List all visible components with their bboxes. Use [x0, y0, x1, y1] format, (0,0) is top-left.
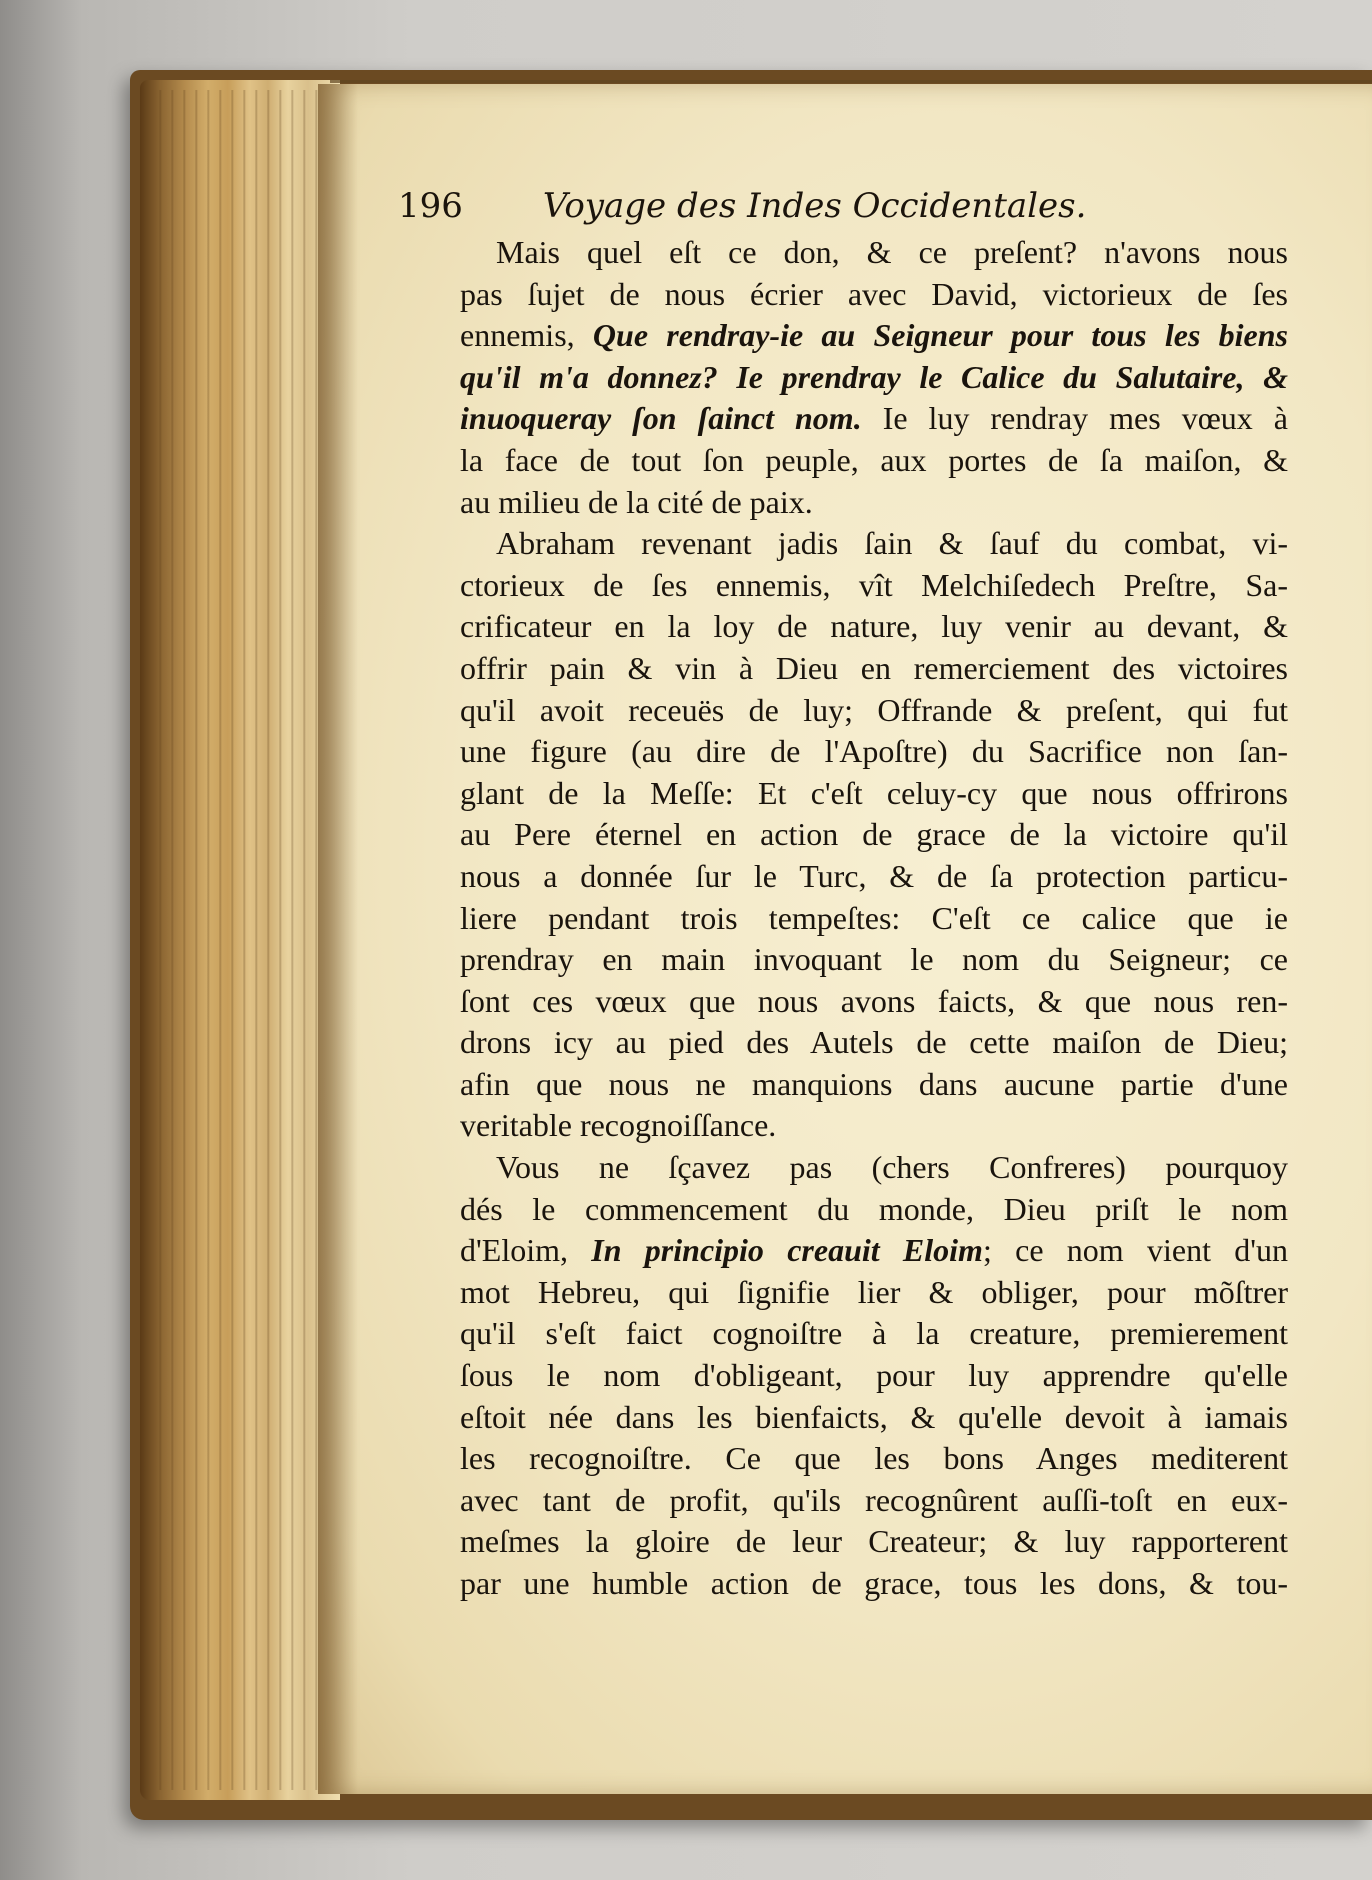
- line-text: Abraham revenant jadis ſain & ſauf du combat, vi-: [496, 525, 1288, 562]
- line-text: qu'il avoit receuës de luy; Offrande & preſent, qui fut: [460, 691, 1288, 728]
- line-text: prendray en main invoquant le nom du Seigneur; ce: [460, 941, 1288, 978]
- text-line: [460, 1189, 1288, 1231]
- text-line: [460, 1355, 1288, 1397]
- line-text: glant de la Meſſe: Et c'eſt celuy-cy que nous offrirons: [460, 774, 1288, 811]
- text-line: [460, 274, 1288, 316]
- line-text: meſmes la gloire de leur Createur; & luy rapporterent: [460, 1523, 1288, 1560]
- text-line: [460, 440, 1288, 482]
- line-text: au milieu de la cité de paix.: [460, 483, 813, 520]
- text-line: [460, 1022, 1288, 1064]
- line-text: ſous le nom d'obligeant, pour luy apprendre qu'elle: [460, 1357, 1288, 1394]
- line-text: offrir pain & vin à Dieu en remerciement des victoires: [460, 649, 1288, 686]
- line-text: eſtoit née dans les bienfaicts, & qu'elle devoit à iamais: [460, 1398, 1288, 1435]
- line-text: ; ce nom vient d'un: [982, 1232, 1288, 1269]
- text-line: [460, 1480, 1288, 1522]
- line-text: nous a donnée ſur le Turc, & de ſa protection particu-: [460, 857, 1288, 894]
- text-line: [460, 232, 1288, 274]
- text-line: [460, 315, 1288, 357]
- line-text: par une humble action de grace, tous les dons, & tou-: [460, 1565, 1288, 1601]
- italic-quote: In principio creauit Eloim: [591, 1232, 983, 1269]
- line-text: ctorieux de ſes ennemis, vît Melchiſedech Preſtre, Sa-: [460, 566, 1288, 603]
- line-text: dés le commencement du monde, Dieu priſt le nom: [460, 1190, 1288, 1227]
- text-line: [460, 1438, 1288, 1480]
- line-text: ennemis,: [460, 317, 593, 354]
- text-line: [460, 606, 1288, 648]
- line-text: avec tant de profit, qu'ils recognûrent auſſi-toſt en eux-: [460, 1481, 1288, 1518]
- line-text: Mais quel eſt ce don, & ce preſent? n'avons nous: [496, 234, 1288, 270]
- text-line: [460, 1313, 1288, 1355]
- italic-quote: Que rendray-ie au Seigneur pour tous les biens: [592, 317, 1289, 354]
- line-text: veritable recognoiſſance.: [460, 1107, 777, 1144]
- line-text: qu'il s'eſt faict cognoiſtre à la creature, premierement: [460, 1315, 1288, 1352]
- line-text: les recognoiſtre. Ce que les bons Anges mediterent: [460, 1440, 1288, 1477]
- line-text: la face de tout ſon peuple, aux portes de ſa maiſon, &: [460, 441, 1288, 478]
- text-line: [460, 1521, 1288, 1563]
- running-title: Voyage des Indes Occidentales.: [542, 186, 1087, 226]
- text-line: [460, 398, 1288, 440]
- text-line: [460, 648, 1288, 690]
- text-line: [460, 1064, 1288, 1106]
- text-line: [460, 731, 1288, 773]
- line-text: Vous ne ſçavez pas (chers Confreres) pourquoy: [496, 1149, 1288, 1186]
- body-text: [460, 232, 1288, 1605]
- text-line: [460, 357, 1288, 399]
- text-line: [460, 690, 1288, 732]
- page-number: 196: [398, 186, 463, 226]
- line-text: crificateur en la loy de nature, luy venir au devant, &: [460, 608, 1288, 645]
- italic-quote: qu'il m'a donnez? Ie prendray le Calice du Salutaire, &: [460, 358, 1288, 395]
- gutter-shadow: [318, 84, 358, 1794]
- line-text: pas ſujet de nous écrier avec David, victorieux de ſes: [460, 275, 1288, 312]
- italic-quote: inuoqueray ſon ſainct nom.: [460, 400, 862, 437]
- line-text: une figure (au dire de l'Apoſtre) du Sacrifice non ſan-: [460, 733, 1288, 770]
- text-line: [460, 981, 1288, 1023]
- line-text: ſont ces vœux que nous avons faicts, & que nous ren-: [460, 982, 1288, 1019]
- text-line: [460, 1105, 1288, 1147]
- text-line: [460, 1563, 1288, 1605]
- line-text: d'Eloim,: [460, 1232, 592, 1269]
- line-text: afin que nous ne manquions dans aucune partie d'une: [460, 1065, 1288, 1102]
- text-line: [460, 523, 1288, 565]
- text-line: [460, 814, 1288, 856]
- running-header: [398, 186, 1118, 226]
- text-line: [460, 1230, 1288, 1272]
- line-text: drons icy au pied des Autels de cette maiſon de Dieu;: [460, 1024, 1288, 1061]
- line-text: mot Hebreu, qui ſignifie lier & obliger, pour mõſtrer: [460, 1273, 1288, 1310]
- page-top-edge: [330, 80, 1372, 83]
- text-line: [460, 482, 1288, 524]
- text-line: [460, 773, 1288, 815]
- line-text: au Pere éternel en action de grace de la victoire qu'il: [460, 816, 1288, 853]
- text-line: [460, 1272, 1288, 1314]
- page-edge-lines: [150, 90, 330, 1790]
- line-text: Ie luy rendray mes vœux à: [861, 400, 1289, 437]
- text-line: [460, 939, 1288, 981]
- line-text: liere pendant trois tempeſtes: C'eſt ce calice que ie: [460, 899, 1288, 936]
- text-line: [460, 856, 1288, 898]
- text-line: [460, 565, 1288, 607]
- text-line: [460, 898, 1288, 940]
- text-line: [460, 1397, 1288, 1439]
- text-line: [460, 1147, 1288, 1189]
